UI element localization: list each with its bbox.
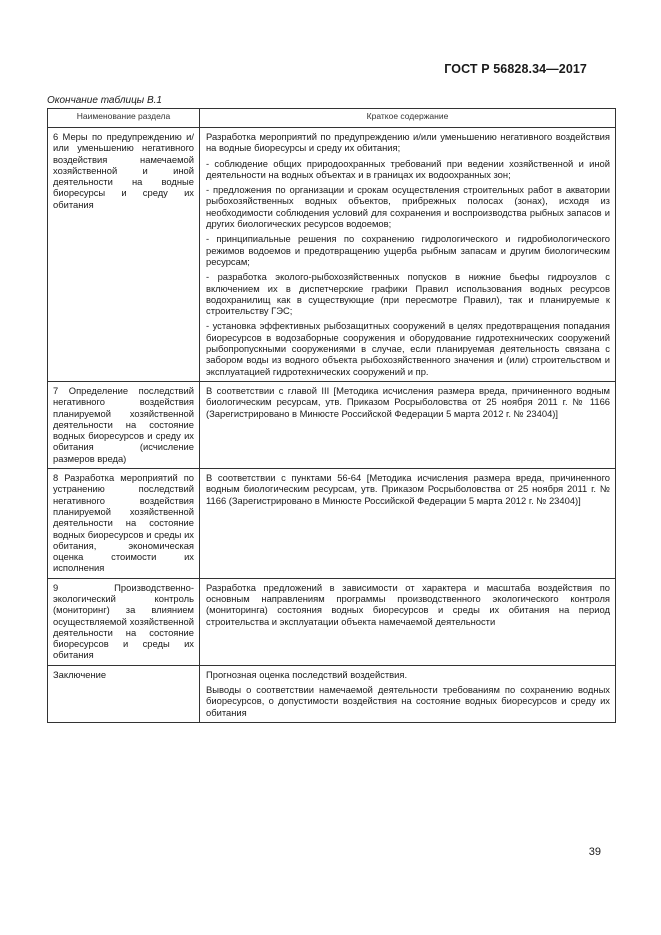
table-row <box>48 128 616 382</box>
section-cell <box>48 665 200 722</box>
content-cell <box>200 128 616 382</box>
table-row <box>48 665 616 722</box>
section-name: 7 Определение последствий негативного воздействия планируемой хозяйственной деятельности на состояние водных биоресурсов и среду их обитания (исчисление размеров вреда) <box>53 384 194 464</box>
content-paragraph: - принципиальные решения по сохранению гидрологического и гидробиологического режимов водоемов и предотвращению ущерба рыбным запасам и другим биологическим ресурсам; <box>206 233 610 267</box>
content-cell <box>200 381 616 468</box>
section-name: Заключение <box>53 668 107 680</box>
section-name: 8 Разработка мероприятий по устранению последствий негативного воздействия планируемой хозяйственной деятельности на состояние водных биоресурсов и среды их обитания, экономическая оценка стоимости их исполнения <box>53 472 194 574</box>
column-header-section: Наименование раздела <box>48 109 200 128</box>
content-paragraph: Разработка предложений в зависимости от характера и масштаба воздействия по основным направлениям программы производственного экологического контроля (мониторинга) состояния водных биоресурсов и среды их обитания на период строительства и эксплуатации объекта намечаемой деятельности <box>206 581 610 627</box>
content-paragraph: Прогнозная оценка последствий воздействия. <box>206 668 408 680</box>
table-header-row <box>48 109 616 128</box>
section-cell <box>48 578 200 665</box>
content-paragraph: Разработка мероприятий по предупреждению и/или уменьшению негативного воздействия на водные биоресурсы и среду их обитания; <box>206 131 610 154</box>
section-cell <box>48 128 200 382</box>
content-paragraph: В соответствии с пунктами 56-64 [Методика исчисления размера вреда, причиненного водным биологическим ресурсам, утв. Приказом Росрыболовства от 25 ноября 2011 г. № 1166 (Зарегистрировано в Минюсте Российской Федерации 5 марта 2012 г. № 23404)] <box>206 472 610 506</box>
section-name: 9 Производственно-экологический контроль (мониторинг) за влиянием осуществляемой хозяйственной деятельности на состояние биоресурсов и среды их обитания <box>53 581 194 661</box>
content-table <box>47 108 616 723</box>
section-cell <box>48 469 200 579</box>
section-cell <box>48 381 200 468</box>
table-row <box>48 578 616 665</box>
content-paragraph: - соблюдение общих природоохранных требований при ведении хозяйственной и иной деятельности на водных объектах и в границах их водоохранных зон; <box>206 157 610 180</box>
table-row <box>48 469 616 579</box>
content-paragraph: - разработка эколого-рыбохозяйственных попусков в нижние бьефы гидроузлов с включением их в диспетчерские графики Правил использования водных ресурсов водохранилищ как в существующие (при пересмотре Правил), так и планируемые к строительству ГЭС; <box>206 271 610 317</box>
content-cell <box>200 469 616 579</box>
content-paragraph: - предложения по организации и срокам осуществления строительных работ в акватории рыбохозяйственных водных объектов, прибрежных полосах (зонах), исходя из необходимости соблюдения условий для сохранения и воспроизводства рыбных запасов и других биологических ресурсов водоемов; <box>206 184 610 230</box>
table-caption: Окончание таблицы В.1 <box>47 95 162 106</box>
content-paragraph: Выводы о соответствии намечаемой деятельности требованиям по сохранению водных биоресурсов, о допустимости воздействия на состояние водных биоресурсов и среду их обитания <box>206 684 610 718</box>
page-number: 39 <box>588 846 601 858</box>
content-cell <box>200 665 616 722</box>
column-header-content: Краткое содержание <box>200 109 616 128</box>
table-row <box>48 381 616 468</box>
document-standard-header: ГОСТ Р 56828.34—2017 <box>444 62 587 76</box>
content-cell <box>200 578 616 665</box>
content-paragraph: - установка эффективных рыбозащитных сооружений в целях предотвращения попадания биоресурсов в водозаборные сооружения и оборудование гидротехнических сооружений рыбопропускными сооружениями в случае, если планируемая деятельность связана с забором воды из водного объекта рыбохозяйственного значения и (или) строительством и эксплуатацией гидротехнических сооружений и пр. <box>206 320 610 377</box>
section-name: 6 Меры по предупреждению и/или уменьшению негативного воздействия намечаемой хозяйственной и иной деятельности на водные биоресурсы и среду их обитания <box>53 131 194 210</box>
content-paragraph: В соответствии с главой III [Методика исчисления размера вреда, причиненного водным биологическим ресурсам, утв. Приказом Росрыболовства от 25 ноября 2011 г. № 1166 (Зарегистрировано в Минюсте Российской Федерации 5 марта 2012 г. № 23404)] <box>206 384 610 419</box>
